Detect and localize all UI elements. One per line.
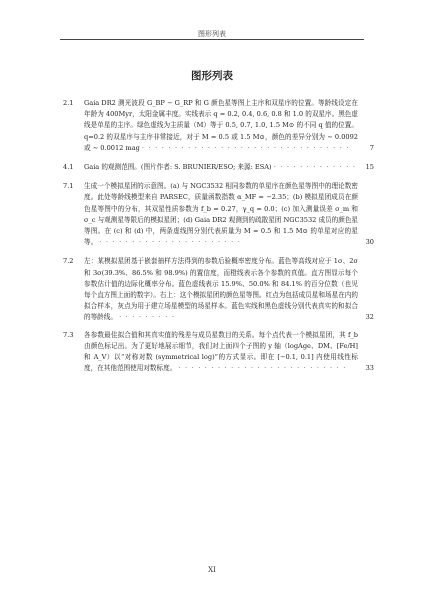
list-entry-4-1[interactable] [60, 162, 374, 173]
entry-text: Gaia DR2 测光波段 G_BP − G_RP 和 G 颜色星等图上主序和双星序的位置。等龄线设定在年龄为 400Myr，太阳金属丰度。实线表示 q = 0.2, 0.4, 0.6, 0.8 和 1.0 的双星序。黑色虚线是单星的主序。绿色虚线为主质量（M）等于 0.5, 0.7, 1.0, 1.5 M⊙ 的不同 q 值的位置。q=0.2 的双星序与主序非常接近，对于 M = 0.5 或 1.5 M⊙，颜色的差异分别为 ∼ 0.0092 或 ∼ 0.0012 mag · · · · · · · · · · · · · · · · · · · · · · · · · · · · · · · · [84, 99, 358, 152]
entry-number: 7.3 [63, 330, 74, 339]
footer-page-number: XI [208, 566, 216, 574]
dot-leader: · · · · · · · · · [119, 313, 176, 322]
entry-number: 7.1 [63, 182, 74, 191]
entry-number: 4.1 [63, 163, 74, 172]
list-entry-7-2[interactable] [60, 256, 374, 323]
entry-number: 2.1 [63, 99, 74, 107]
entry-page-number: 30 [365, 238, 374, 247]
header-rule [60, 39, 364, 40]
list-entry-7-1[interactable] [60, 181, 374, 248]
entry-number: 7.2 [63, 257, 74, 266]
entry-text: 生成一个模拟星团的示意图。(a) 与 NGC3532 相同参数的单星序在颜色星等图中的理论数密度。此处等龄线模型来自 PARSEC，质量函数指数 α_MF = −2.35；(b) 模拟星团成员在颜色星等图中的分布，其双星性质参数为 f_b = 0.27，γ_q = 0.0；(c) 加入测量误差 σ_m 和 σ_c 与观测星等限后的模拟星团；(d) Gaia DR2 观测到的疏散星团 NGC3532 成员的颜色星等图。在 (c) 和 (d) 中，两条虚线图分别代表质量为 M = 0.5 和 1.5 M⊙ 的单星对应的星等。 · · · · · · · · · · · · · · · · · · · · · · [84, 182, 359, 247]
running-header: 图形列表 [198, 30, 226, 38]
page-title: 图形列表 [191, 70, 233, 82]
entry-text: 各参数最佳拟合值和其真实值的残差与成员星数目的关系。每个点代表一个模拟星团，其 f_b 由颜色标记出。为了更好地展示细节，我们对上面四个子图的 y 轴（logAge、DM、[Fe/H] 和 A_V）以“对称对数 (symmetrical log)”的方式显示。即在 [−0.1, 0.1] 内使用线性标度，在其他范围使用对数标度。 · · · · · · · · · · · · · · · · · · · · · · · · · · [84, 330, 358, 373]
entry-page-number: 15 [365, 163, 374, 172]
list-entry-7-3[interactable] [60, 330, 374, 375]
entry-page-number: 7 [369, 143, 374, 152]
dot-leader: · · · · · · · · · · · · · [273, 163, 357, 172]
entry-page-number: 32 [365, 313, 374, 322]
entry-text: 左：某模拟星团基于嵌套抽样方法得到的参数后验概率密度分布。蓝色等高线对应于 1σ、2σ 和 3σ(39.3%、86.5% 和 98.9%) 的置信度，而橙线表示各个参数的真值。直方图显示每个参数估计值的边际化概率分布。蓝色虚线表示 15.9%、50.0% 和 84.1% 的百分位数（也见每个直方图上面的数字）。右上：这个模拟星团的颜色星等图。红点为包括成员星和场星在内的拟合样本，灰点为用于建立场星模型的场星样本。蓝色实线和黑色虚线分别代表真实的和拟合的等龄线。 · · · · · · · · · [84, 257, 358, 322]
dot-leader: · · · · · · · · · · · · · · · · · · · · · · · · · · [178, 364, 347, 373]
entry-text: Gaia 的观测范围。(图片作者: S. BRUNIER/ESO; 来源: ESA) · · · · · · · · · · · · · [84, 163, 357, 172]
figure-list [60, 98, 374, 374]
list-entry-2-1[interactable] [60, 98, 374, 154]
dot-leader: · · · · · · · · · · · · · · · · · · · · · · [99, 238, 242, 247]
entry-page-number: 33 [365, 364, 374, 373]
dot-leader: · · · · · · · · · · · · · · · · · · · · · · · · · · · · · · · · [142, 143, 350, 152]
